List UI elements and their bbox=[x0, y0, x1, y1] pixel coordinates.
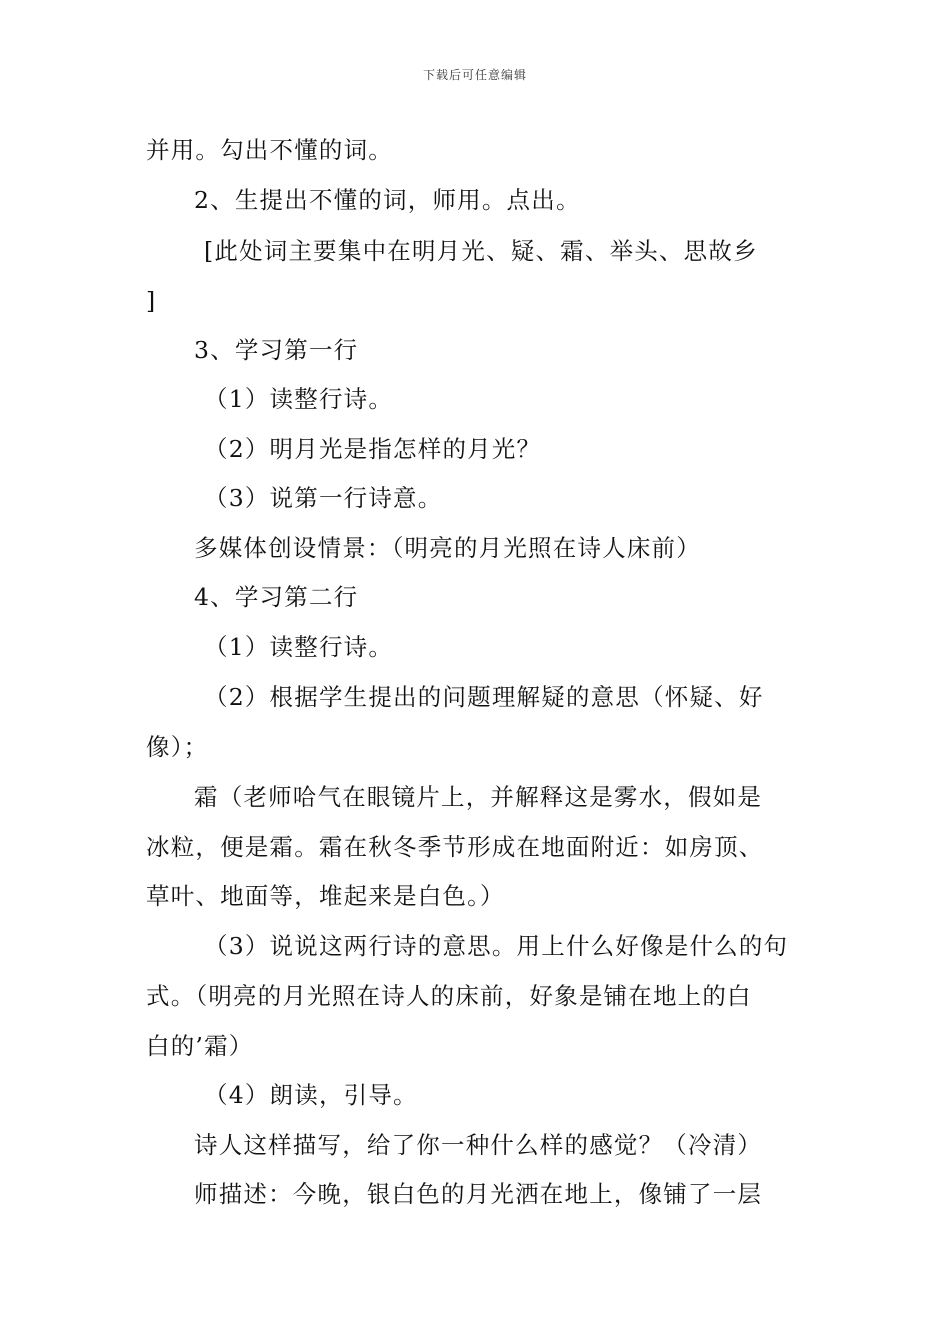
text-line: （4）朗读，引导。 bbox=[204, 1081, 418, 1109]
text-line: 3、学习第一行 bbox=[194, 336, 359, 364]
text-line: 并用。勾出不懂的词。 bbox=[146, 136, 393, 164]
text-line: 像）； bbox=[146, 733, 209, 761]
text-line: ] bbox=[146, 287, 157, 315]
text-line: 4、学习第二行 bbox=[194, 583, 359, 611]
text-line: （3）说第一行诗意。 bbox=[204, 484, 443, 512]
text-line: （1）读整行诗。 bbox=[204, 633, 394, 661]
text-line: （2）根据学生提出的问题理解疑的意思（怀疑、好 bbox=[204, 683, 764, 711]
text-line: 2、生提出不懂的词，师用。点出。 bbox=[194, 186, 581, 214]
text-line: 式。（明亮的月光照在诗人的床前，好象是铺在地上的白 bbox=[146, 982, 752, 1010]
text-line: （1）读整行诗。 bbox=[204, 385, 394, 413]
text-line: 诗人这样描写，给了你一种什么样的感觉？（冷清） bbox=[194, 1131, 763, 1159]
text-line: 多媒体创设情景：（明亮的月光照在诗人床前） bbox=[194, 534, 701, 562]
text-line: 草叶、地面等，堆起来是白色。） bbox=[146, 882, 505, 910]
text-line: 冰粒，便是霜。霜在秋冬季节形成在地面附近：如房顶、 bbox=[146, 833, 764, 861]
text-line: 师描述：今晚，银白色的月光洒在地上，像铺了一层 bbox=[194, 1180, 763, 1208]
text-line: （3）说说这两行诗的意思。用上什么好像是什么的句 bbox=[204, 932, 789, 960]
text-line: 白的’霜） bbox=[146, 1032, 254, 1060]
page-header: 下载后可任意编辑 bbox=[422, 68, 527, 82]
text-line: （2）明月光是指怎样的月光？ bbox=[204, 435, 542, 463]
text-line: [此处词主要集中在明月光、疑、霜、举头、思故乡 bbox=[204, 237, 758, 265]
text-line: 霜（老师哈气在眼镜片上，并解释这是雾水，假如是 bbox=[194, 783, 763, 811]
